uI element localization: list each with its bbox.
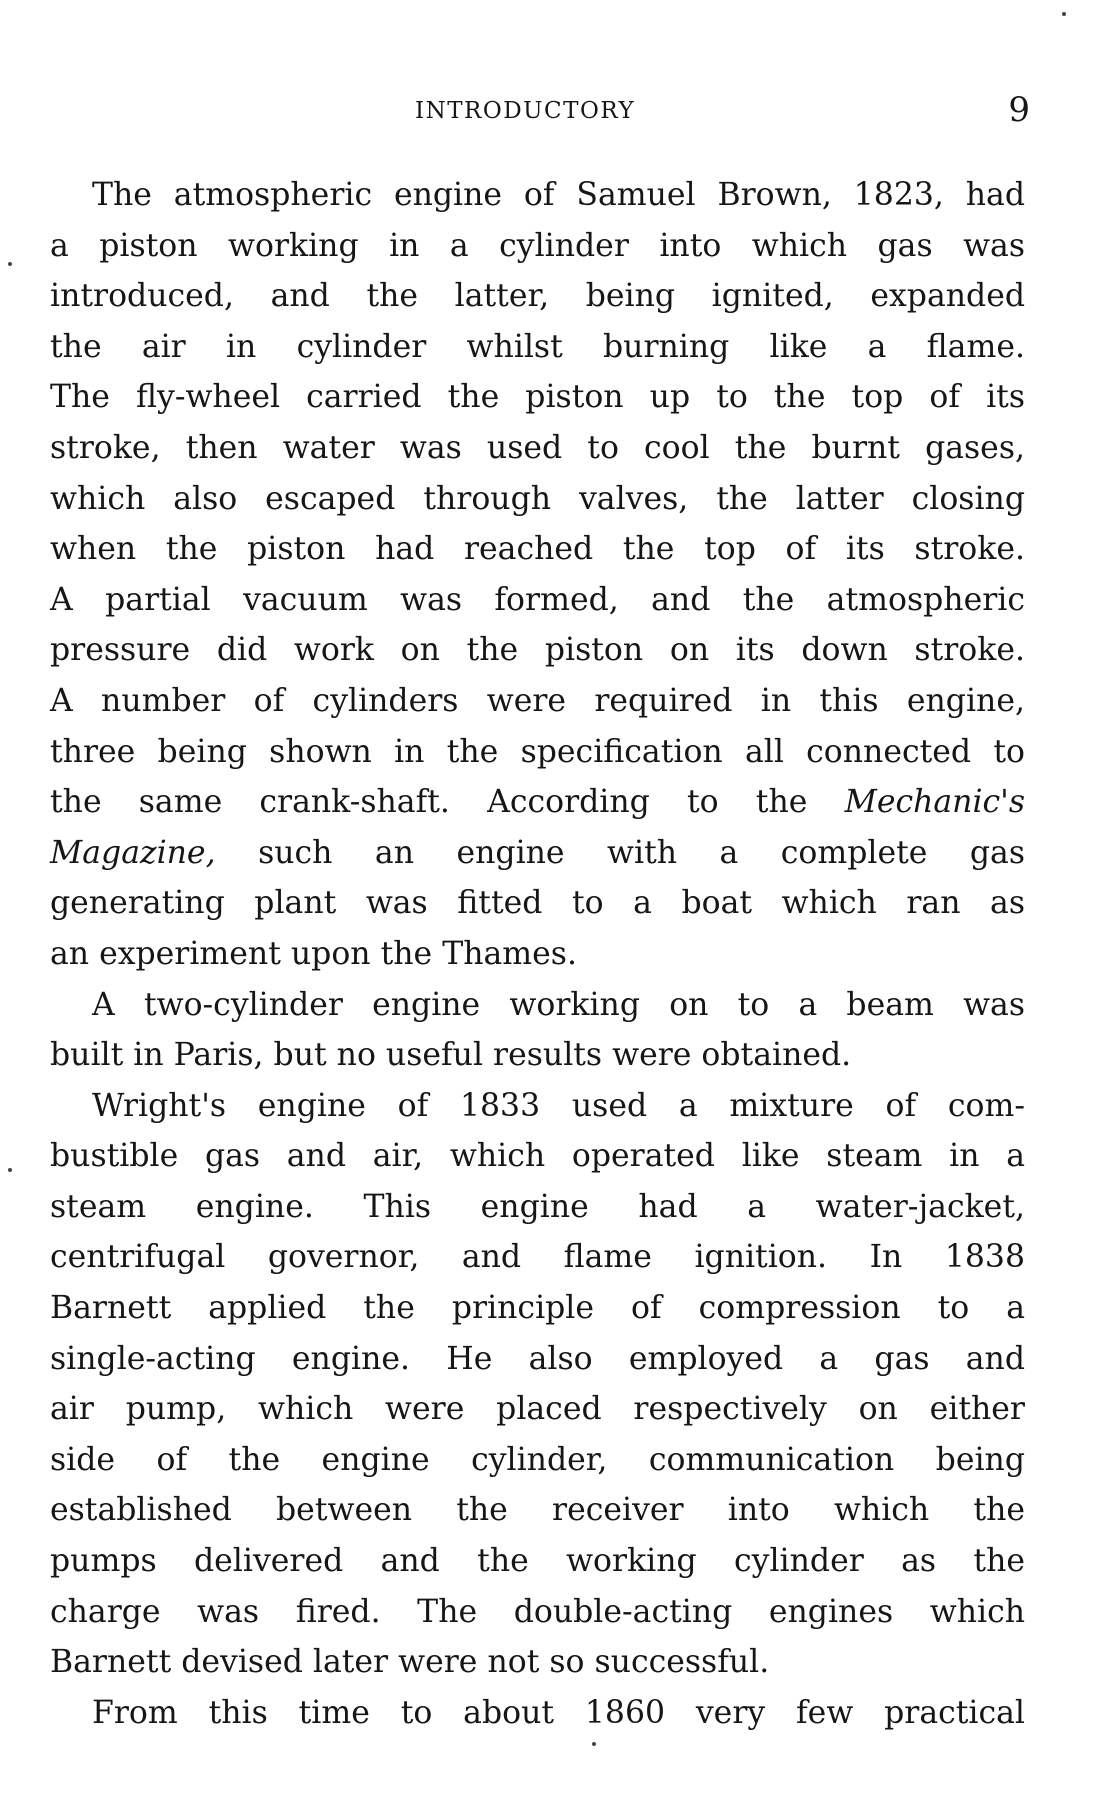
print-speck — [8, 1168, 12, 1172]
print-speck — [1062, 12, 1066, 16]
text-run: such an engine with a complete gas — [258, 834, 1026, 871]
text-line: centrifugal governor, and flame ignition. In 1838 — [50, 1239, 1025, 1276]
text-line: A partial vacuum was formed, and the atmospheric — [50, 581, 1025, 618]
paragraph-2 — [50, 980, 1025, 1081]
text-line: bustible gas and air, which operated like steam in a — [50, 1138, 1025, 1175]
print-speck — [592, 1742, 596, 1746]
text-line: when the piston had reached the top of its stroke. — [50, 531, 1025, 568]
body-text — [50, 170, 1025, 1738]
text-line: pumps delivered and the working cylinder as the — [50, 1543, 1025, 1580]
print-speck — [8, 262, 12, 266]
text-line: three being shown in the specification all connected to — [50, 733, 1025, 770]
text-line: built in Paris, but no useful results were obtained. — [50, 1037, 852, 1074]
text-run: the same crank-shaft. According to the — [50, 784, 808, 821]
running-head: INTRODUCTORY — [415, 98, 636, 124]
paragraph-1 — [50, 170, 1025, 980]
text-line: a piston working in a cylinder into which gas was — [50, 227, 1025, 264]
text-line: steam engine. This engine had a water-jacket, — [50, 1188, 1025, 1225]
paragraph-4 — [50, 1688, 1025, 1739]
text-line-with-italic — [50, 828, 1025, 879]
text-line: which also escaped through valves, the latter closing — [50, 480, 1025, 517]
italic-title-part: Magazine, — [50, 834, 216, 871]
text-line: pressure did work on the piston on its down stroke. — [50, 632, 1025, 669]
page-header — [50, 92, 1030, 132]
text-line: introduced, and the latter, being ignited, expanded — [50, 278, 1025, 315]
text-line: stroke, then water was used to cool the burnt gases, — [50, 429, 1025, 466]
text-line: single-acting engine. He also employed a gas and — [50, 1340, 1025, 1377]
text-line: The atmospheric engine of Samuel Brown, 1823, had — [92, 177, 1025, 213]
paragraph-3 — [50, 1081, 1025, 1688]
text-line-with-italic — [50, 777, 1025, 828]
text-line: The fly-wheel carried the piston up to the top of its — [50, 379, 1025, 416]
text-line: Barnett devised later were not so successful. — [50, 1644, 770, 1681]
text-line: air pump, which were placed respectively on either — [50, 1391, 1025, 1428]
text-line: Wright's engine of 1833 used a mixture of com- — [92, 1087, 1025, 1124]
italic-title-part: Mechanic's — [844, 784, 1026, 821]
text-line: A two-cylinder engine working on to a beam was — [92, 986, 1025, 1023]
text-line: charge was fired. The double-acting engines which — [50, 1593, 1025, 1630]
text-line: A number of cylinders were required in this engine, — [50, 682, 1025, 719]
text-line: Barnett applied the principle of compression to a — [50, 1290, 1025, 1327]
page-number: 9 — [1008, 90, 1030, 130]
text-line: the air in cylinder whilst burning like a flame. — [50, 328, 1025, 365]
text-line: side of the engine cylinder, communication being — [50, 1441, 1025, 1478]
text-line: From this time to about 1860 very few practical — [92, 1694, 1025, 1731]
text-line: generating plant was fitted to a boat which ran as — [50, 885, 1025, 922]
text-line: established between the receiver into which the — [50, 1492, 1025, 1529]
text-line: an experiment upon the Thames. — [50, 935, 577, 972]
